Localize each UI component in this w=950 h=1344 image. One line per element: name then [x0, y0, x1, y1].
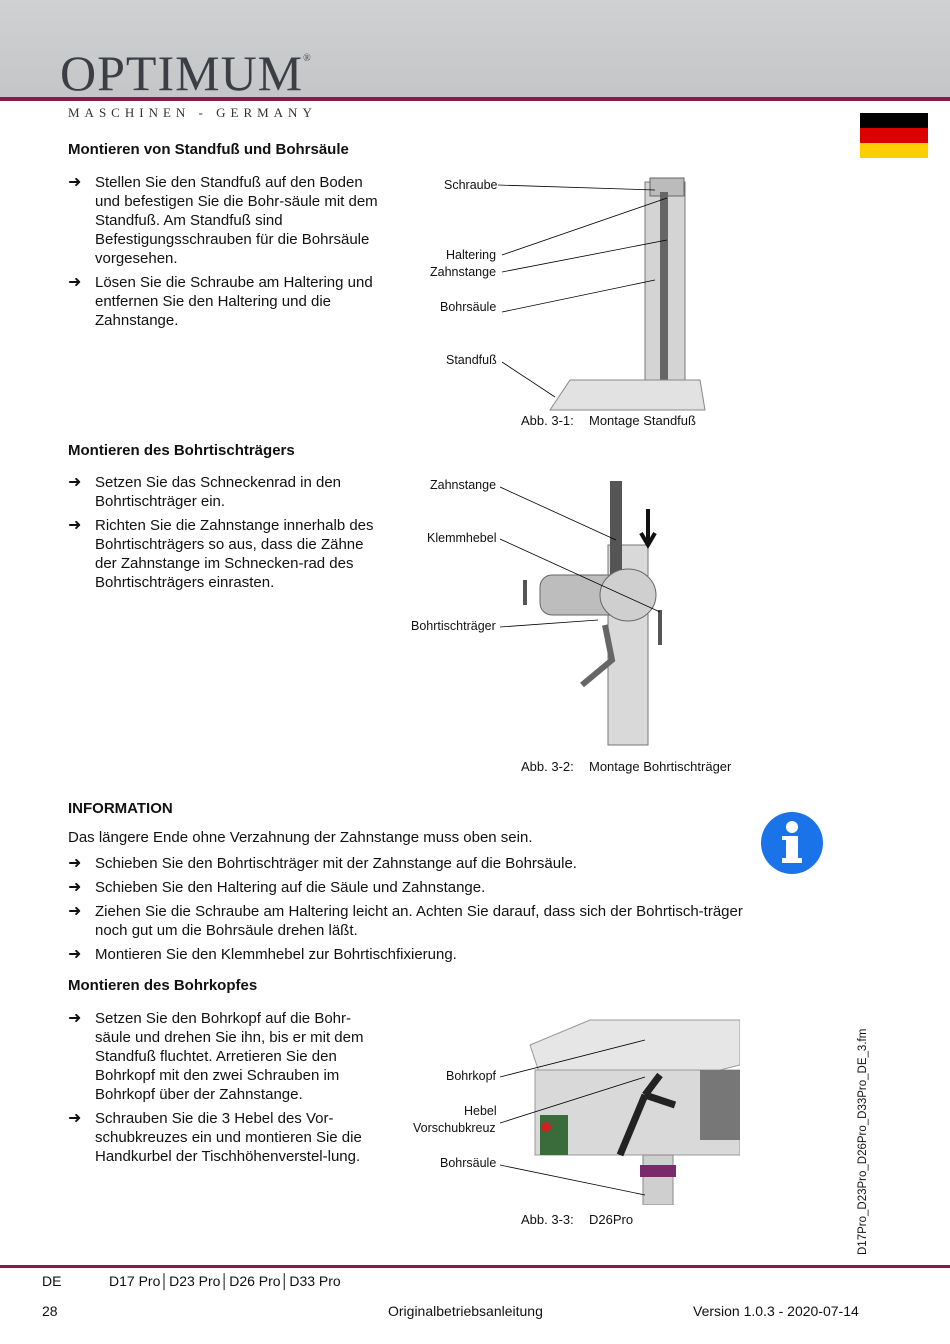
label-haltering: Haltering [446, 248, 497, 262]
switch-panel-shape [540, 1115, 568, 1155]
clamp-ring-shape [640, 1165, 676, 1177]
label-klemmhebel: Klemmhebel [427, 531, 497, 545]
information-heading: INFORMATION [68, 800, 173, 817]
leader-line [500, 487, 616, 540]
label-vorschubkreuz: Vorschubkreuz [413, 1121, 496, 1135]
label-zahnstange: Zahnstange [430, 478, 497, 492]
leader-line [502, 198, 667, 255]
brand-logo [60, 45, 312, 101]
model-separator: │ [280, 1273, 290, 1289]
model-separator: │ [220, 1273, 230, 1289]
model-separator: │ [160, 1273, 170, 1289]
arrow-icon: ➜ [68, 1110, 82, 1127]
list-item: ➜ Setzen Sie das Schneckenrad in den Bohrtischträger ein. [68, 474, 341, 510]
footer-divider [0, 1265, 950, 1268]
arrow-icon: ➜ [68, 474, 82, 491]
table-bracket-shape [600, 569, 656, 621]
label-bohrsaeule: Bohrsäule [440, 300, 497, 314]
footer-models: D17 Pro│D23 Pro│D26 Pro│D33 Pro [109, 1273, 341, 1289]
label-bohrtischtraeger: Bohrtischträger [411, 619, 496, 633]
figure-bohrkopf [500, 1015, 740, 1205]
arrow-icon: ➜ [68, 855, 82, 872]
label-bohrsaeule: Bohrsäule [440, 1156, 497, 1170]
information-text: Das längere Ende ohne Verzahnung der Zahnstange muss oben sein. [68, 829, 533, 846]
figure-standfuss [420, 170, 720, 415]
rack-shape [660, 192, 668, 410]
label-zahnstange: Zahnstange [430, 265, 497, 279]
arrow-icon: ➜ [68, 879, 82, 896]
figure-caption: Abb. 3-1: Montage Standfuß [521, 413, 696, 428]
drill-head-top-shape [530, 1020, 740, 1075]
list-item: ➜ Schieben Sie den Bohrtischträger mit der Zahnstange auf die Bohrsäule. [68, 855, 577, 872]
document-title: Originalbetriebsanleitung [388, 1303, 543, 1319]
brand-name: OPTIMUM [60, 45, 304, 101]
registered-mark: ® [303, 53, 312, 64]
list-item: ➜ Montieren Sie den Klemmhebel zur Bohrtischfixierung. [68, 946, 457, 963]
german-flag-icon [860, 113, 928, 158]
leader-line [500, 1165, 645, 1195]
flag-stripe-red [860, 128, 928, 143]
arrow-icon: ➜ [68, 517, 82, 534]
label-bohrkopf: Bohrkopf [446, 1069, 497, 1083]
arrow-icon: ➜ [68, 174, 82, 191]
section3-steps [68, 1009, 378, 1171]
flag-stripe-gold [860, 143, 928, 158]
arrow-icon: ➜ [68, 274, 82, 291]
list-item: ➜ Schrauben Sie die 3 Hebel des Vor-schubkreuzes ein und montieren Sie die Handkurbel der Tischhöhenverstel-lung. [68, 1110, 362, 1165]
leader-line [498, 185, 655, 190]
figure-caption: Abb. 3-2: Montage Bohrtischträger [521, 759, 732, 774]
arrow-icon: ➜ [68, 1010, 82, 1027]
information-steps [68, 854, 748, 969]
figure-caption: Abb. 3-3: D26Pro [521, 1212, 634, 1227]
motor-shape [700, 1070, 740, 1140]
label-hebel: Hebel [464, 1104, 497, 1118]
info-icon [760, 811, 824, 875]
base-shape [550, 380, 705, 410]
list-item: ➜ Setzen Sie den Bohrkopf auf die Bohr-säule und drehen Sie ihn, bis er mit dem Standfuß fluchtet. Arretieren Sie den Bohrkopf mit den zwei Schrauben im Bohrkopf über der Zahnstange. [68, 1010, 364, 1103]
section-title-bohrkopf: Montieren des Bohrkopfes [68, 977, 258, 994]
leader-line [502, 280, 655, 312]
arrow-icon: ➜ [68, 903, 82, 920]
document-version: Version 1.0.3 - 2020-07-14 [693, 1303, 859, 1319]
section-title-standfuss: Montieren von Standfuß und Bohrsäule [68, 141, 349, 158]
stop-button-shape [541, 1122, 551, 1132]
label-schraube: Schraube [444, 178, 498, 192]
list-item: ➜ Stellen Sie den Standfuß auf den Boden und befestigen Sie die Bohr-säule mit dem Standfuß. Am Standfuß sind Befestigungsschrauben für die Bohrsäule vorgesehen. [68, 174, 378, 267]
section1-steps [68, 173, 378, 335]
footer-language: DE [42, 1273, 62, 1289]
column-shape [643, 1155, 673, 1205]
list-item: ➜ Lösen Sie die Schraube am Haltering und entfernen Sie den Haltering und die Zahnstange. [68, 274, 373, 329]
list-item: ➜ Richten Sie die Zahnstange innerhalb des Bohrtischträgers so aus, dass die Zähne der Zahnstange im Schnecken-rad des Bohrtischträgers einrasten. [68, 517, 374, 591]
label-standfuss: Standfuß [446, 353, 497, 367]
leader-line [502, 362, 555, 397]
figure-bohrtischtraeger [500, 475, 690, 750]
leader-line [502, 240, 667, 272]
page-number: 28 [42, 1303, 58, 1319]
list-item: ➜ Schieben Sie den Haltering auf die Säule und Zahnstange. [68, 879, 486, 896]
source-file-name: D17Pro_D23Pro_D26Pro_D33Pro_DE_3.fm [857, 1028, 869, 1255]
brand-subtitle: MASCHINEN - GERMANY [68, 105, 317, 120]
flag-stripe-black [860, 113, 928, 128]
section-title-bohrtischtraeger: Montieren des Bohrtischträgers [68, 442, 295, 459]
leader-line [500, 620, 598, 627]
arrow-icon: ➜ [68, 946, 82, 963]
list-item: ➜ Ziehen Sie die Schraube am Haltering leicht an. Achten Sie darauf, dass sich der Bohrtisch-träger noch gut um die Bohrsäule drehen läßt. [68, 903, 743, 939]
section2-steps [68, 473, 378, 597]
arrow-down-icon [641, 509, 655, 545]
